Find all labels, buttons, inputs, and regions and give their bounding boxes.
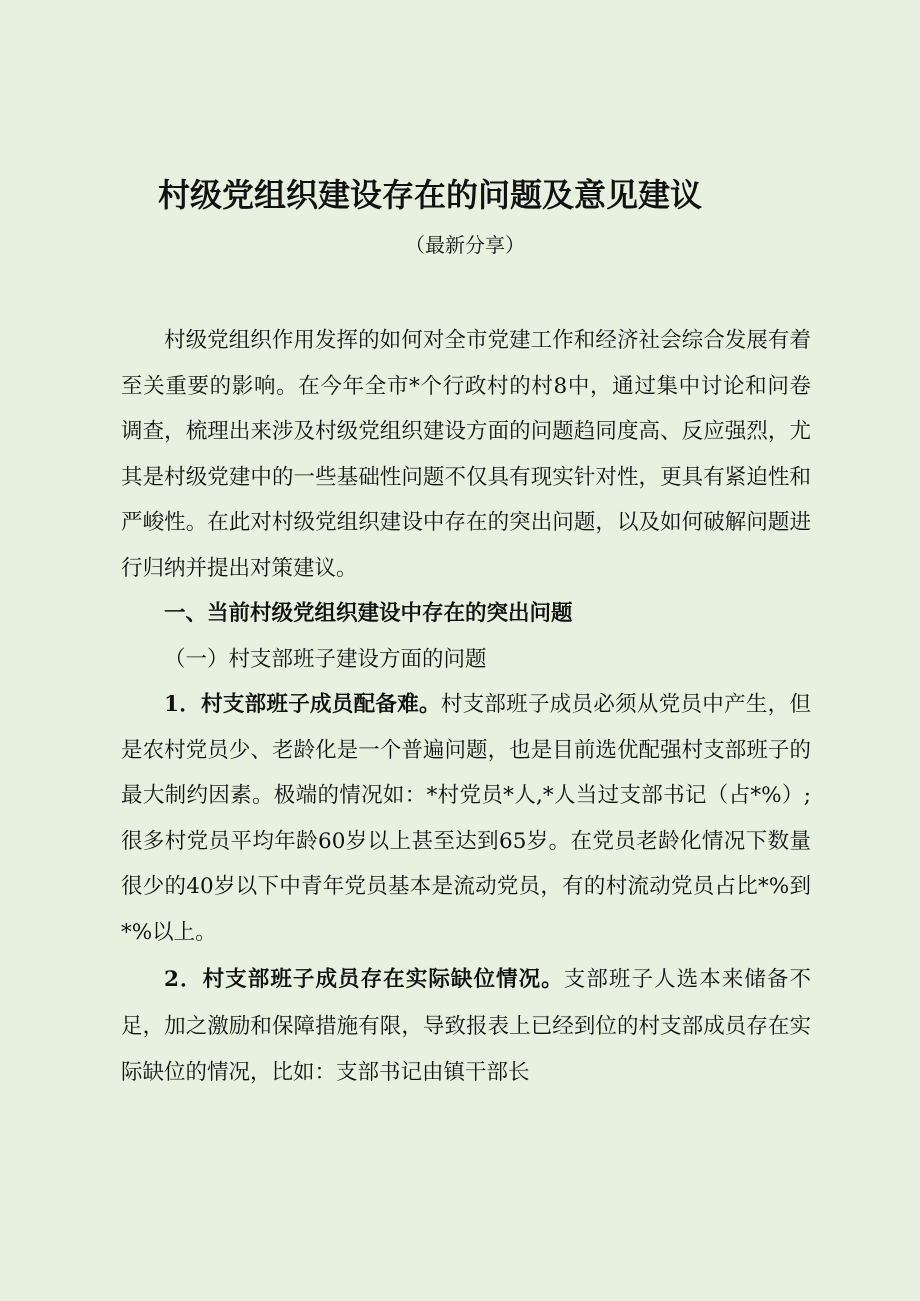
- item-2-text: 支部班子人选本来储备不足，加之激励和保障措施有限，导致报表上已经到位的村支部成员存在实际缺位的情况，比如：支部书记由镇干部长: [121, 967, 811, 1085]
- document-body: [121, 318, 811, 1097]
- item-1-text: 村支部班子成员必须从党员中产生，但是农村党员少、老龄化是一个普遍问题，也是目前选优配强村支部班子的最大制约因素。极端的情况如：*村党员*人,*人当过支部书记（占*%）;很多村党员平均年龄60岁以上甚至达到65岁。在党员老龄化情况下数量很少的40岁以下中青年党员基本是流动党员，有的村流动党员占比*%到*%以上。: [121, 692, 811, 945]
- subsection-heading: （一）村支部班子建设方面的问题: [164, 646, 487, 672]
- section-heading: 一、当前村级党组织建设中存在的突出问题: [164, 601, 573, 626]
- item-paragraph-1: [121, 682, 811, 955]
- item-2-lead: 2．村支部班子成员存在实际缺位情况。: [164, 967, 564, 992]
- document-title: 村级党组织建设存在的问题及意见建议: [157, 176, 702, 214]
- item-paragraph-2: [121, 957, 811, 1097]
- intro-paragraph: 村级党组织作用发挥的如何对全市党建工作和经济社会综合发展有着至关重要的影响。在今年全市*个行政村的村8中，通过集中讨论和问卷调查，梳理出来涉及村级党组织建设方面的问题趋同度高、反应强烈，尤其是村级党建中的一些基础性问题不仅具有现实针对性，更具有紧迫性和严峻性。在此对村级党组织建设中存在的突出问题，以及如何破解问题进行归纳并提出对策建议。: [121, 328, 811, 581]
- item-1-lead: 1．村支部班子成员配备难。: [164, 692, 441, 717]
- document-subtitle: （最新分享）: [405, 233, 525, 257]
